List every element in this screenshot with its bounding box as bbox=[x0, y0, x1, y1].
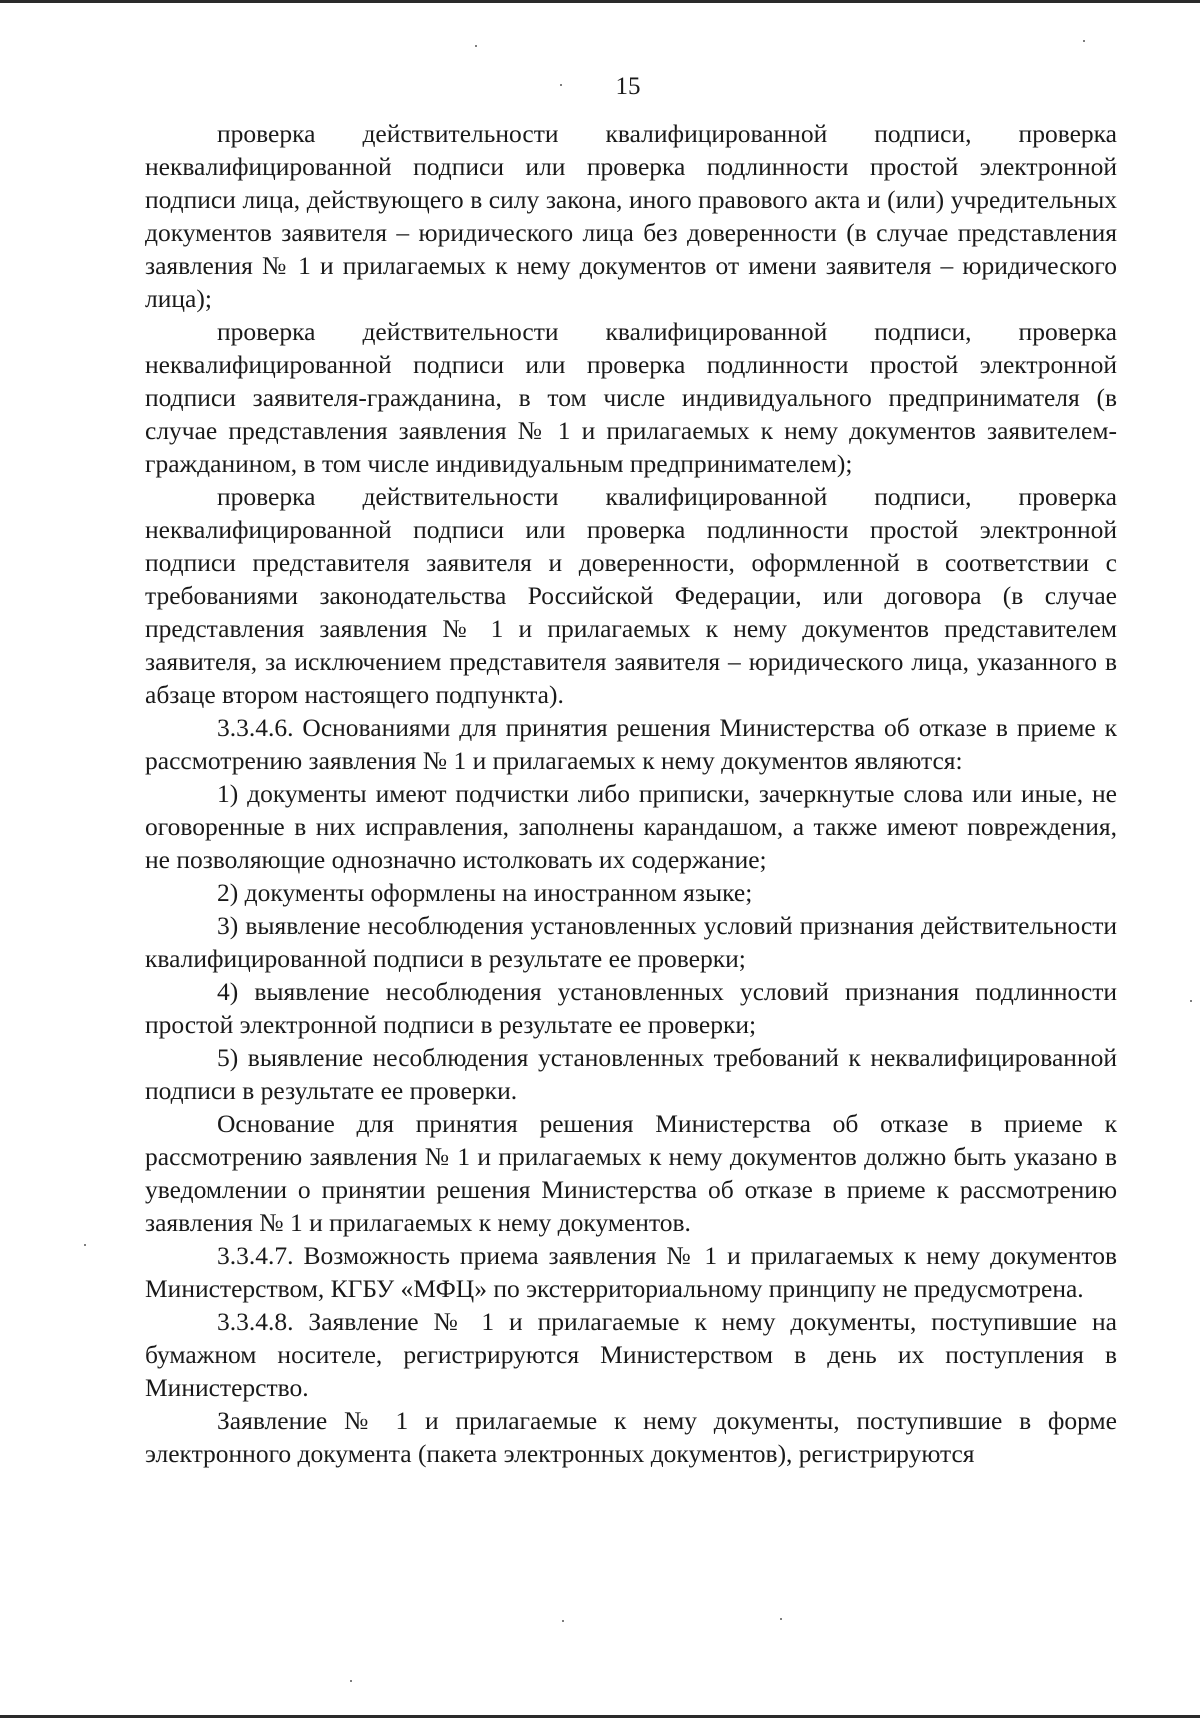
list-item-5: 5) выявление несоблюдения установленных требований к неквалифицированной подписи в результате ее проверки. bbox=[145, 1043, 1117, 1105]
list-item-4: 4) выявление несоблюдения установленных условий признания подлинности простой электронной подписи в результате ее проверки; bbox=[145, 977, 1117, 1039]
paragraph-3-3-4-6: 3.3.4.6. Основаниями для принятия решения Министерства об отказе в приеме к рассмотрению заявления № 1 и прилагаемых к нему документов являются: bbox=[145, 713, 1117, 775]
page-number: 15 bbox=[615, 73, 641, 100]
document-body bbox=[145, 117, 1117, 1470]
list-item-2: 2) документы оформлены на иностранном языке; bbox=[217, 878, 753, 907]
scan-speck bbox=[1083, 40, 1085, 42]
scan-speck bbox=[1190, 1000, 1192, 1002]
paragraph-3-3-4-7: 3.3.4.7. Возможность приема заявления № 1 и прилагаемых к нему документов Министерством, КГБУ «МФЦ» по экстерриториальному принципу не предусмотрена. bbox=[145, 1241, 1117, 1303]
scan-speck bbox=[560, 84, 562, 86]
scan-speck bbox=[780, 1618, 782, 1620]
scan-speck bbox=[350, 1680, 352, 1682]
paragraph-3-3-4-8: 3.3.4.8. Заявление № 1 и прилагаемые к нему документы, поступившие на бумажном носителе, регистрируются Министерством в день их поступления в Министерство. bbox=[145, 1307, 1117, 1402]
paragraph-electronic-registration: Заявление № 1 и прилагаемые к нему документы, поступившие в форме электронного документа (пакета электронных документов), регистрируются bbox=[145, 1406, 1117, 1468]
paragraph-signature-check-legal-entity: проверка действительности квалифицированной подписи, проверка неквалифицированной подписи или проверка подлинности простой электронной подписи лица, действующего в силу закона, иного правового акта и (или) учредительных документов заявителя – юридического лица без доверенности (в случае представления заявления № 1 и прилагаемых к нему документов от имени заявителя – юридического лица); bbox=[145, 119, 1117, 313]
list-item-1: 1) документы имеют подчистки либо приписки, зачеркнутые слова или иные, не оговоренные в них исправления, заполнены карандашом, а также имеют повреждения, не позволяющие однозначно истолковать их содержание; bbox=[145, 779, 1117, 874]
paragraph-refusal-basis: Основание для принятия решения Министерства об отказе в приеме к рассмотрению заявления № 1 и прилагаемых к нему документов должно быть указано в уведомлении о принятии решения Министерства об отказе в приеме к рассмотрению заявления № 1 и прилагаемых к нему документов. bbox=[145, 1109, 1117, 1237]
top-scan-border bbox=[0, 0, 1200, 3]
scan-speck bbox=[84, 1244, 86, 1246]
paragraph-signature-check-citizen: проверка действительности квалифицированной подписи, проверка неквалифицированной подписи или проверка подлинности простой электронной подписи заявителя-гражданина, в том числе индивидуального предпринимателя (в случае представления заявления № 1 и прилагаемых к нему документов заявителем-гражданином, в том числе индивидуальным предпринимателем); bbox=[145, 317, 1117, 478]
scan-speck bbox=[475, 45, 477, 47]
list-item-3: 3) выявление несоблюдения установленных условий признания действительности квалифицированной подписи в результате ее проверки; bbox=[145, 911, 1117, 973]
scan-speck bbox=[562, 1620, 564, 1622]
bottom-scan-border bbox=[0, 1715, 1200, 1718]
paragraph-signature-check-representative: проверка действительности квалифицированной подписи, проверка неквалифицированной подписи или проверка подлинности простой электронной подписи представителя заявителя и доверенности, оформленной в соответствии с требованиями законодательства Российской Федерации, или договора (в случае представления заявления № 1 и прилагаемых к нему документов представителем заявителя, за исключением представителя заявителя – юридического лица, указанного в абзаце втором настоящего подпункта). bbox=[145, 482, 1117, 709]
